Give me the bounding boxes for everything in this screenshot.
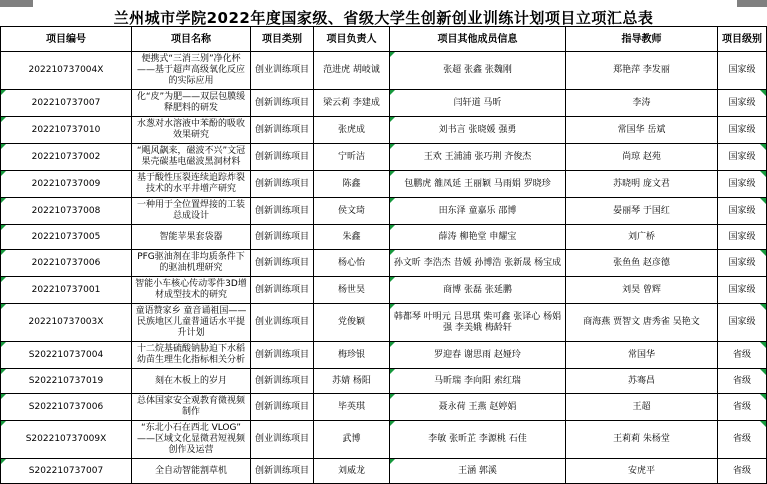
green-corner-marker-icon (390, 90, 395, 95)
cell-project-leader[interactable]: 范进虎 胡岐诚 (314, 52, 390, 90)
cell-project-id[interactable]: 202210737004X (1, 52, 132, 90)
cell-project-teachers[interactable]: 李涛 (566, 90, 718, 117)
green-corner-marker-icon (760, 421, 766, 427)
cell-project-members[interactable]: 王涵 郭溪 (390, 459, 566, 484)
cell-project-leader[interactable]: 侯文琦 (314, 198, 390, 225)
green-corner-marker-icon (760, 304, 766, 310)
cell-project-name[interactable]: “飓风飙来，磁波不兴”文冠果壳碳基电磁波黑洞材料 (132, 144, 251, 171)
green-corner-marker-icon (1, 225, 6, 230)
cell-project-leader[interactable]: 刘威龙 (314, 459, 390, 484)
cell-project-level[interactable]: 省级 (718, 369, 767, 394)
header-project-category[interactable]: 项目类别 (251, 27, 314, 52)
cell-project-level[interactable]: 国家级 (718, 225, 767, 250)
cell-project-level[interactable]: 省级 (718, 342, 767, 369)
cell-project-name[interactable]: 童语赞家乡 童音诵祖国——民族地区儿童普通话水平提升计划 (132, 304, 251, 342)
projects-table (0, 26, 767, 484)
table-row (1, 52, 767, 90)
cell-project-id[interactable]: 202210737010 (1, 117, 132, 144)
cell-project-category[interactable]: 创新训练项目 (251, 277, 314, 304)
cell-project-level[interactable]: 国家级 (718, 171, 767, 198)
green-corner-marker-icon (390, 421, 395, 426)
green-corner-marker-icon (390, 52, 395, 57)
cell-project-level[interactable]: 国家级 (718, 144, 767, 171)
cell-project-members[interactable]: 韩都琴 叶明元 吕思琪 柴可鑫 张译心 杨娟强 李美娥 梅龄轩 (390, 304, 566, 342)
green-corner-marker-icon (390, 394, 395, 399)
cell-project-leader[interactable]: 梁云莉 李建成 (314, 90, 390, 117)
header-project-members[interactable]: 项目其他成员信息 (390, 27, 566, 52)
cell-project-category[interactable]: 创新训练项目 (251, 459, 314, 484)
cell-project-members[interactable]: 李敏 张昕芷 李源桃 石佳 (390, 421, 566, 459)
table-row (1, 198, 767, 225)
cell-project-teachers[interactable]: 刘昊 曾辉 (566, 277, 718, 304)
green-corner-marker-icon (1, 250, 6, 255)
cell-project-members[interactable]: 包鹏虎 雒凤延 王丽颖 马雨娟 罗晓珍 (390, 171, 566, 198)
cell-project-teachers[interactable]: 刘广桥 (566, 225, 718, 250)
table-row (1, 277, 767, 304)
cell-project-leader[interactable]: 张虎成 (314, 117, 390, 144)
cell-project-category[interactable]: 创新训练项目 (251, 117, 314, 144)
cell-project-leader[interactable]: 武博 (314, 421, 390, 459)
cell-project-leader[interactable]: 苏婧 杨阳 (314, 369, 390, 394)
green-corner-marker-icon (1, 369, 6, 374)
green-corner-marker-icon (760, 171, 766, 177)
table-row (1, 304, 767, 342)
cell-project-level[interactable]: 国家级 (718, 117, 767, 144)
cell-project-level[interactable]: 国家级 (718, 304, 767, 342)
table-row (1, 394, 767, 421)
cell-project-members[interactable]: 薛涛 柳艳堂 申耀宝 (390, 225, 566, 250)
cell-project-teachers[interactable]: 王超 (566, 394, 718, 421)
cell-project-teachers[interactable]: 苏骞昌 (566, 369, 718, 394)
cell-project-level[interactable]: 省级 (718, 394, 767, 421)
cell-project-id[interactable]: 202210737002 (1, 144, 132, 171)
cell-project-name[interactable]: PFG驱油剂在非均质条件下的驱油机理研究 (132, 250, 251, 277)
cell-project-leader[interactable]: 宁昕洁 (314, 144, 390, 171)
cell-project-category[interactable]: 创业训练项目 (251, 421, 314, 459)
cell-project-id[interactable]: 202210737006 (1, 250, 132, 277)
header-project-level[interactable]: 项目级别 (718, 27, 767, 52)
cell-project-members[interactable]: 田东泽 童嘉乐 邵博 (390, 198, 566, 225)
cell-project-category[interactable]: 创业训练项目 (251, 52, 314, 90)
green-corner-marker-icon (1, 277, 6, 282)
cell-project-members[interactable]: 张超 张鑫 张魏刚 (390, 52, 566, 90)
cell-project-leader[interactable]: 杨世昊 (314, 277, 390, 304)
green-corner-marker-icon (1, 198, 6, 203)
cell-project-leader[interactable]: 杨心怡 (314, 250, 390, 277)
green-corner-marker-icon (390, 144, 395, 149)
cell-project-name[interactable]: 化“皮”为肥——双层包膜缓释肥料的研发 (132, 90, 251, 117)
green-corner-marker-icon (760, 394, 766, 400)
cell-project-teachers[interactable]: 尚琼 赵苑 (566, 144, 718, 171)
green-corner-marker-icon (390, 342, 395, 347)
cell-project-members[interactable]: 王欢 王浦浦 张巧荆 齐俊杰 (390, 144, 566, 171)
green-corner-marker-icon (390, 304, 395, 309)
green-corner-marker-icon (390, 117, 395, 122)
cell-project-name[interactable]: 总体国家安全观教育微视频制作 (132, 394, 251, 421)
green-corner-marker-icon (390, 198, 395, 203)
cell-project-level[interactable]: 国家级 (718, 90, 767, 117)
cell-project-name[interactable]: 智能小车核心传动零件3D增材成型技术的研究 (132, 277, 251, 304)
cell-project-teachers[interactable]: 王莉莉 朱杨堂 (566, 421, 718, 459)
table-row (1, 342, 767, 369)
cell-project-level[interactable]: 国家级 (718, 277, 767, 304)
table-row (1, 369, 767, 394)
cell-project-id[interactable]: 202210737005 (1, 225, 132, 250)
cell-project-id[interactable]: 202210737008 (1, 198, 132, 225)
cell-project-teachers[interactable]: 苏晓明 庞文君 (566, 171, 718, 198)
table-row (1, 117, 767, 144)
cell-project-name[interactable]: “东北小石在西北 VLOG” ——区域文化显微君短视频创作及运营 (132, 421, 251, 459)
cell-project-category[interactable]: 创新训练项目 (251, 144, 314, 171)
green-corner-marker-icon (760, 198, 766, 204)
table-row (1, 250, 767, 277)
green-corner-marker-icon (760, 90, 766, 96)
cell-project-category[interactable]: 创新训练项目 (251, 369, 314, 394)
cell-project-teachers[interactable]: 张鱼鱼 赵彦德 (566, 250, 718, 277)
window-chrome-fragment-right (737, 0, 767, 7)
cell-project-teachers[interactable]: 常国华 (566, 342, 718, 369)
cell-project-leader[interactable]: 党俊颖 (314, 304, 390, 342)
cell-project-teachers[interactable]: 晏丽琴 于国红 (566, 198, 718, 225)
cell-project-category[interactable]: 创新训练项目 (251, 342, 314, 369)
cell-project-name[interactable]: 一种用于全位置焊接的工装总成设计 (132, 198, 251, 225)
green-corner-marker-icon (1, 421, 6, 426)
cell-project-name[interactable]: 十二烷基硫酸钠胁迫下水稻幼苗生理生化指标相关分析 (132, 342, 251, 369)
cell-project-category[interactable]: 创业训练项目 (251, 304, 314, 342)
cell-project-name[interactable]: 全自动智能割草机 (132, 459, 251, 484)
header-project-leader[interactable]: 项目负责人 (314, 27, 390, 52)
cell-project-leader[interactable]: 朱鑫 (314, 225, 390, 250)
table-row (1, 90, 767, 117)
window-chrome-fragment-left (0, 0, 33, 7)
cell-project-id[interactable]: S202210737004 (1, 342, 132, 369)
cell-project-id[interactable]: S202210737009X (1, 421, 132, 459)
green-corner-marker-icon (760, 144, 766, 150)
cell-project-members[interactable]: 闫轩道 马昕 (390, 90, 566, 117)
cell-project-category[interactable]: 创新训练项目 (251, 250, 314, 277)
header-project-name[interactable]: 项目名称 (132, 27, 251, 52)
header-project-teachers[interactable]: 指导教师 (566, 27, 718, 52)
table-row (1, 459, 767, 484)
green-corner-marker-icon (760, 342, 766, 348)
green-corner-marker-icon (390, 225, 395, 230)
cell-project-level[interactable]: 国家级 (718, 52, 767, 90)
cell-project-members[interactable]: 马昕瑞 李向阳 索红瑞 (390, 369, 566, 394)
sheet-title: 兰州城市学院2022年度国家级、省级大学生创新创业训练计划项目立项汇总表 (113, 9, 654, 27)
cell-project-category[interactable]: 创新训练项目 (251, 171, 314, 198)
green-corner-marker-icon (1, 394, 6, 399)
cell-project-level[interactable]: 国家级 (718, 198, 767, 225)
cell-project-teachers[interactable]: 商海燕 贾智文 唐秀雀 吴艳文 (566, 304, 718, 342)
header-project-id[interactable]: 项目编号 (1, 27, 132, 52)
table-row (1, 225, 767, 250)
cell-project-members[interactable]: 刘书言 张晓媛 强勇 (390, 117, 566, 144)
cell-project-name[interactable]: 刻在木板上的岁月 (132, 369, 251, 394)
cell-project-members[interactable]: 孙文昕 李浩杰 昔媛 孙博浩 张新晟 杨宝成 (390, 250, 566, 277)
cell-project-id[interactable]: 202210737001 (1, 277, 132, 304)
cell-project-name[interactable]: 水葱对水溶液中苯酚的吸收效果研究 (132, 117, 251, 144)
table-row (1, 144, 767, 171)
cell-project-id[interactable]: 202210737003X (1, 304, 132, 342)
green-corner-marker-icon (390, 171, 395, 176)
green-corner-marker-icon (390, 369, 395, 374)
green-corner-marker-icon (1, 342, 6, 347)
cell-project-category[interactable]: 创新训练项目 (251, 394, 314, 421)
cell-project-id[interactable]: 202210737009 (1, 171, 132, 198)
cell-project-level[interactable]: 省级 (718, 459, 767, 484)
green-corner-marker-icon (1, 90, 6, 95)
cell-project-level[interactable]: 国家级 (718, 250, 767, 277)
table-row (1, 421, 767, 459)
cell-project-members[interactable]: 商博 张磊 张延鹏 (390, 277, 566, 304)
cell-project-leader[interactable]: 梅珍银 (314, 342, 390, 369)
green-corner-marker-icon (390, 459, 395, 464)
cell-project-category[interactable]: 创新训练项目 (251, 225, 314, 250)
cell-project-members[interactable]: 罗迎春 谢思雨 赵娅玲 (390, 342, 566, 369)
cell-project-category[interactable]: 创新训练项目 (251, 198, 314, 225)
cell-project-name[interactable]: 便携式“三消三别”净化杯——基于超声高级氧化反应的实际应用 (132, 52, 251, 90)
cell-project-teachers[interactable]: 郑艳萍 李发丽 (566, 52, 718, 90)
header-row (1, 27, 767, 52)
green-corner-marker-icon (1, 171, 6, 176)
cell-project-teachers[interactable]: 安虎平 (566, 459, 718, 484)
green-corner-marker-icon (390, 277, 395, 282)
cell-project-name[interactable]: 智能苹果套袋器 (132, 225, 251, 250)
green-corner-marker-icon (760, 369, 766, 375)
cell-project-teachers[interactable]: 常国华 岳斌 (566, 117, 718, 144)
cell-project-leader[interactable]: 毕英琪 (314, 394, 390, 421)
cell-project-members[interactable]: 聂永荷 王燕 赵婷娟 (390, 394, 566, 421)
table-row (1, 171, 767, 198)
cell-project-id[interactable]: S202210737019 (1, 369, 132, 394)
table-body (1, 52, 767, 484)
green-corner-marker-icon (760, 250, 766, 256)
cell-project-id[interactable]: S202210737007 (1, 459, 132, 484)
green-corner-marker-icon (1, 144, 6, 149)
green-corner-marker-icon (390, 250, 395, 255)
green-corner-marker-icon (1, 459, 6, 464)
cell-project-id[interactable]: 202210737007 (1, 90, 132, 117)
green-corner-marker-icon (1, 117, 6, 122)
cell-project-id[interactable]: S202210737006 (1, 394, 132, 421)
cell-project-name[interactable]: 基于酸性压裂连续追踪炸裂技术的水平井增产研究 (132, 171, 251, 198)
cell-project-leader[interactable]: 陈鑫 (314, 171, 390, 198)
cell-project-level[interactable]: 省级 (718, 421, 767, 459)
cell-project-category[interactable]: 创新训练项目 (251, 90, 314, 117)
green-corner-marker-icon (1, 304, 6, 309)
